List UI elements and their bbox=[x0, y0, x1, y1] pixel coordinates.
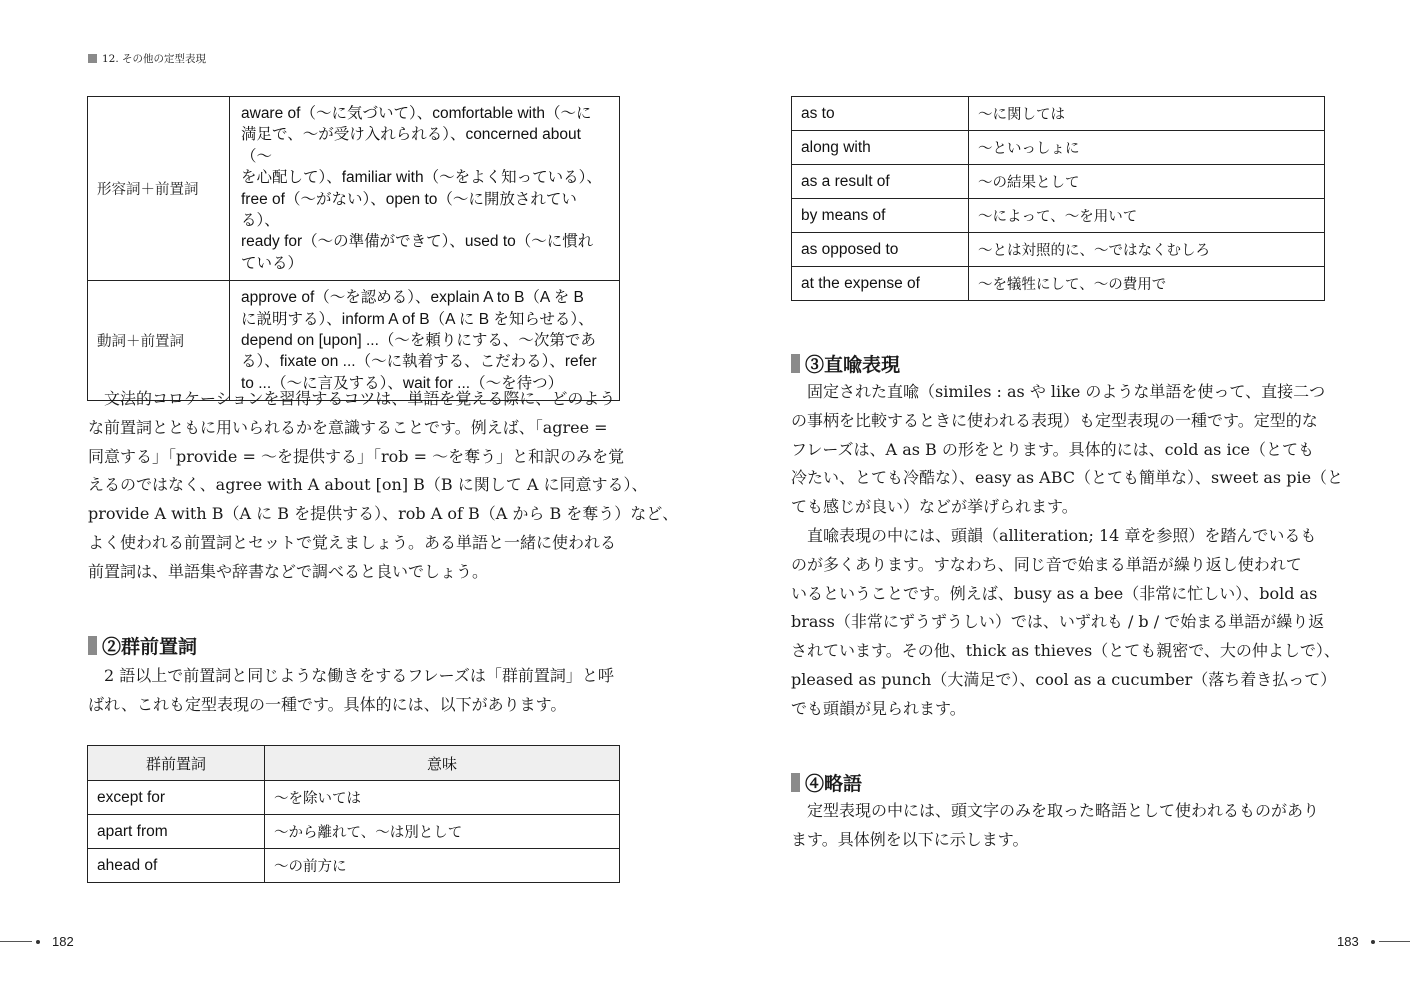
table-row bbox=[88, 281, 620, 401]
text-line: のが多くあります。すなわち、同じ音で始まる単語が繰り返し使われて bbox=[791, 554, 1302, 574]
phrase-cell: ahead of bbox=[88, 849, 265, 883]
phrase-cell: at the expense of bbox=[792, 267, 969, 301]
text-line: されています。その他、thick as thieves（とても親密で、大の仲よしで）、 bbox=[791, 641, 1340, 661]
text-line: 前置詞は、単語集や辞書などで調べると良いでしょう。 bbox=[88, 561, 489, 581]
heading-bar-icon bbox=[791, 354, 800, 373]
phrase-cell: as to bbox=[792, 97, 969, 131]
table-row bbox=[792, 199, 1325, 233]
meaning-cell: ～とは対照的に、～ではなくむしろ bbox=[969, 233, 1325, 267]
column-header: 意味 bbox=[265, 746, 620, 781]
phrase-cell: as opposed to bbox=[792, 233, 969, 267]
meaning-cell: ～を除いては bbox=[265, 781, 620, 815]
table-row bbox=[792, 267, 1325, 301]
text-line: いるということです。例えば、busy as a bee（非常に忙しい）、bold as bbox=[791, 583, 1318, 603]
description-line: to ...（～に言及する）、wait for ...（～を待つ） bbox=[241, 374, 564, 392]
group-preposition-table-continued bbox=[791, 96, 1325, 301]
table-row bbox=[88, 781, 620, 815]
meaning-cell: ～の結果として bbox=[969, 165, 1325, 199]
running-title: 12. その他の定型表現 bbox=[102, 53, 207, 65]
description-line: ready for（～の準備ができて）、used to（～に慣れ bbox=[241, 233, 594, 251]
text-line: provide A with B（A に B を提供する）、rob A of B（A から B を奪う）など、 bbox=[88, 504, 679, 524]
column-header: 群前置詞 bbox=[88, 746, 265, 781]
section-heading bbox=[88, 632, 197, 659]
group-preposition-paragraph bbox=[88, 662, 614, 720]
text-line: の事柄を比較するときに使われる表現）も定型表現の一種です。定型的な bbox=[791, 410, 1318, 430]
description-line: aware of（～に気づいて）、comfortable with（～に bbox=[241, 105, 592, 122]
text-line: 冷たい、とても冷酷な）、easy as ABC（とても簡単な）、sweet as pie（と bbox=[791, 468, 1344, 488]
meaning-cell: ～といっしょに bbox=[969, 131, 1325, 165]
text-line: ます。具体例を以下に示します。 bbox=[791, 829, 1029, 849]
text-line: 直喩表現の中には、頭韻（alliteration; 14 章を参照）を踏んでいるも bbox=[791, 525, 1317, 545]
text-line: 定型表現の中には、頭文字のみを取った略語として使われるものがあり bbox=[791, 801, 1320, 820]
table-row bbox=[88, 849, 620, 883]
category-cell: 動詞＋前置詞 bbox=[88, 281, 230, 401]
page-number-right bbox=[1337, 934, 1410, 949]
description-line: depend on [upon] ...（～を頼りにする、～次第であ bbox=[241, 332, 596, 350]
category-cell: 形容詞＋前置詞 bbox=[88, 97, 230, 281]
phrase-cell: except for bbox=[88, 781, 265, 815]
meaning-cell: ～によって、～を用いて bbox=[969, 199, 1325, 233]
page-number: 183 bbox=[1337, 934, 1359, 949]
header-square-icon bbox=[88, 54, 97, 63]
heading-text: ②群前置詞 bbox=[102, 636, 198, 658]
abbreviation-paragraph bbox=[791, 797, 1319, 855]
section-heading bbox=[791, 769, 862, 796]
collocation-table bbox=[87, 96, 620, 401]
description-line: に説明する）、inform A of B（A に B を知らせる）、 bbox=[241, 310, 594, 328]
description-cell bbox=[230, 281, 620, 401]
text-line: えるのではなく、agree with A about [on] B（B に関して A に同意する）、 bbox=[88, 475, 648, 495]
text-line: な前置詞とともに用いられるかを意識することです。例えば、「agree = bbox=[88, 417, 608, 437]
meaning-cell: ～の前方に bbox=[265, 849, 620, 883]
description-line: approve of（～を認める）、explain A to B（A を B bbox=[241, 289, 584, 307]
simile-paragraph bbox=[791, 378, 1343, 724]
text-line: よく使われる前置詞とセットで覚えましょう。ある単語と一緒に使われる bbox=[88, 532, 617, 552]
page-number-left bbox=[0, 934, 80, 949]
text-line: 固定された直喩（similes : as や like のような単語を使って、直接二つ bbox=[791, 382, 1326, 401]
collocation-paragraph bbox=[88, 385, 678, 587]
page-number: 182 bbox=[52, 934, 74, 949]
text-line: ばれ、これも定型表現の一種です。具体的には、以下があります。 bbox=[88, 694, 567, 714]
heading-text: ④略語 bbox=[805, 773, 863, 795]
running-header bbox=[88, 51, 206, 66]
heading-bar-icon bbox=[88, 636, 97, 655]
table-row bbox=[792, 233, 1325, 267]
description-cell bbox=[230, 97, 620, 281]
text-line: brass（非常にずうずうしい）では、いずれも / b / で始まる単語が繰り返 bbox=[791, 612, 1325, 632]
table-row bbox=[792, 131, 1325, 165]
meaning-cell: ～に関しては bbox=[969, 97, 1325, 131]
page-rule bbox=[0, 941, 32, 942]
text-line: 同意する」「provide = ～を提供する」「rob = ～を奪う」と和訳のみを覚 bbox=[88, 446, 625, 466]
text-line: でも頭韻が見られます。 bbox=[791, 698, 966, 718]
right-page bbox=[705, 0, 1410, 1000]
phrase-cell: along with bbox=[792, 131, 969, 165]
heading-text: ③直喩表現 bbox=[805, 354, 901, 376]
section-heading bbox=[791, 350, 900, 377]
phrase-cell: as a result of bbox=[792, 165, 969, 199]
group-preposition-table bbox=[87, 745, 620, 883]
page-dot-icon bbox=[36, 940, 40, 944]
page-dot-icon bbox=[1371, 940, 1375, 944]
text-line: pleased as punch（大満足で）、cool as a cucumber（落ち着き払って） bbox=[791, 669, 1337, 689]
meaning-cell: ～を犠牲にして、～の費用で bbox=[969, 267, 1325, 301]
table-row bbox=[792, 97, 1325, 131]
heading-bar-icon bbox=[791, 773, 800, 792]
text-line: 文法的コロケーションを習得するコツは、単語を覚える際に、どのよう bbox=[88, 389, 616, 408]
text-line: フレーズは、A as B の形をとります。具体的には、cold as ice（とても bbox=[791, 439, 1315, 459]
description-line: ている） bbox=[241, 254, 304, 272]
page-rule bbox=[1379, 941, 1410, 942]
text-line: ても感じが良い）などが挙げられます。 bbox=[791, 497, 1078, 517]
description-line: を心配して）、familiar with（～をよく知っている）、 bbox=[241, 169, 602, 187]
table-row bbox=[88, 815, 620, 849]
text-line: 2 語以上で前置詞と同じような働きをするフレーズは「群前置詞」と呼 bbox=[88, 666, 614, 685]
description-line: free of（～がない）、open to（～に開放されている）、 bbox=[241, 190, 577, 230]
table-header-row bbox=[88, 746, 620, 781]
description-line: る）、fixate on ...（～に執着する、こだわる）、refer bbox=[241, 353, 597, 371]
table-row bbox=[792, 165, 1325, 199]
meaning-cell: ～から離れて、～は別として bbox=[265, 815, 620, 849]
phrase-cell: apart from bbox=[88, 815, 265, 849]
table-row bbox=[88, 97, 620, 281]
description-line: 満足で、～が受け入れられる）、concerned about（～ bbox=[241, 126, 581, 165]
phrase-cell: by means of bbox=[792, 199, 969, 233]
